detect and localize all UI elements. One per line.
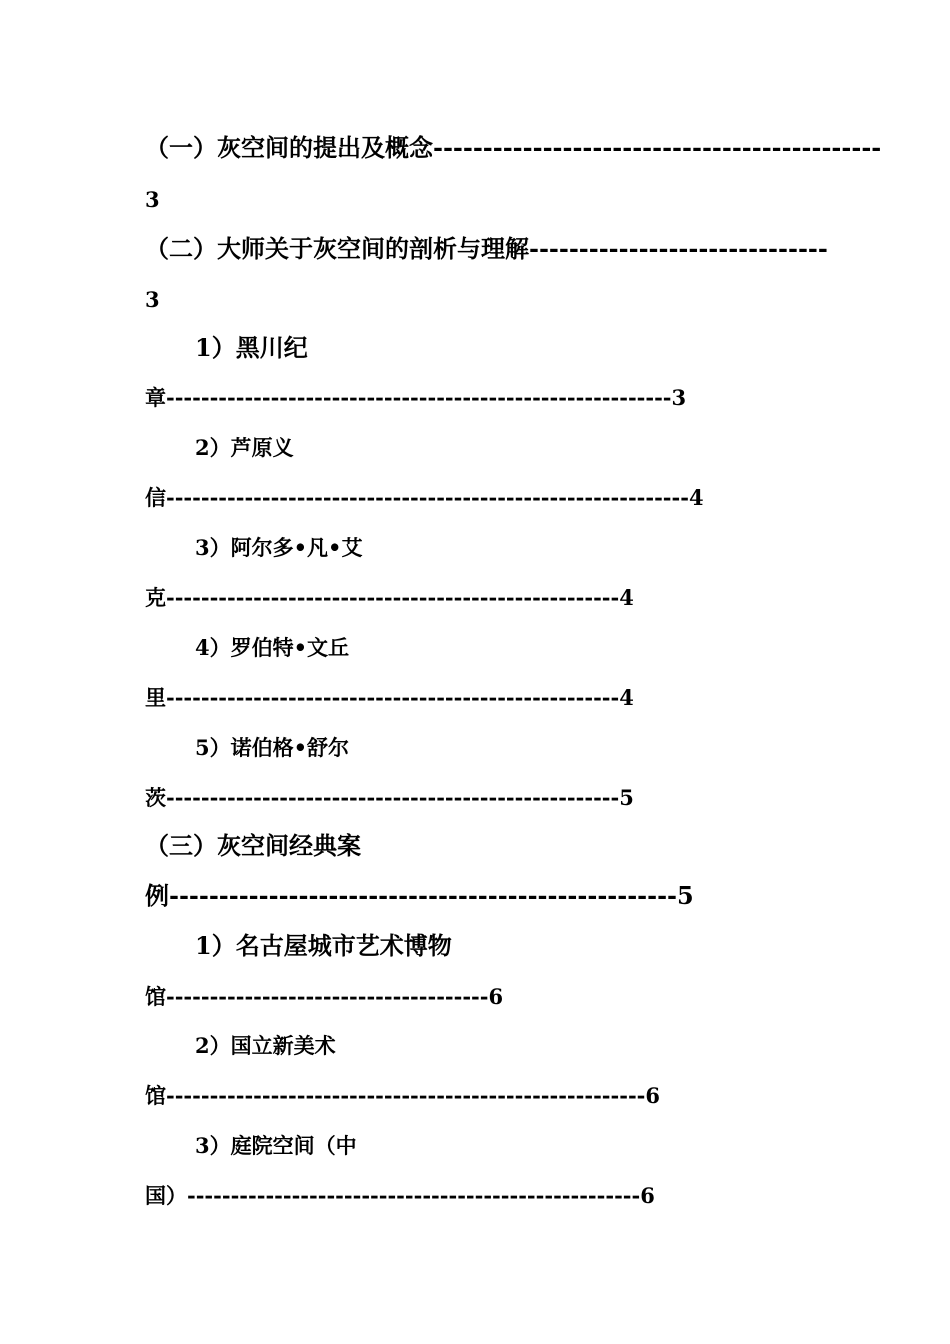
toc-entry-continuation: 克----------------------------------------------------4 <box>145 585 634 610</box>
toc-entry-title: 3）庭院空间（中 <box>195 1133 357 1158</box>
toc-entry-title: 1）名古屋城市艺术博物 <box>195 931 452 960</box>
toc-section-2-title: （二）大师关于灰空间的剖析与理解------------------------------ <box>145 234 828 263</box>
toc-entry-title: 2）国立新美术 <box>195 1033 336 1058</box>
toc-entry-title: 5）诺伯格•舒尔 <box>195 735 350 760</box>
toc-entry-continuation: 里----------------------------------------------------4 <box>145 685 634 710</box>
toc-entry-continuation: 茨----------------------------------------------------5 <box>145 785 634 810</box>
toc-entry-title: 4）罗伯特•文丘 <box>195 635 350 660</box>
toc-section-2-page: 3 <box>145 287 160 312</box>
toc-entry-continuation: 国）----------------------------------------------------6 <box>145 1183 655 1208</box>
toc-entry-continuation: 馆-------------------------------------------------------6 <box>145 1083 660 1108</box>
toc-section-3-title: （三）灰空间经典案 <box>145 831 361 860</box>
toc-entry-continuation: 信------------------------------------------------------------4 <box>145 485 704 510</box>
toc-section-1-page: 3 <box>145 187 160 212</box>
toc-entry-title: 2）芦原义 <box>195 435 294 460</box>
toc-section-1-title: （一）灰空间的提出及概念--------------------------------------------- <box>145 133 882 162</box>
toc-entry-continuation: 馆-------------------------------------6 <box>145 984 504 1009</box>
toc-entry-title: 3）阿尔多•凡•艾 <box>195 535 363 560</box>
toc-entry-continuation: 章----------------------------------------------------------3 <box>145 385 687 410</box>
toc-section-3-continuation: 例---------------------------------------------------5 <box>145 881 694 910</box>
toc-entry-title: 1）黑川纪 <box>195 333 308 362</box>
